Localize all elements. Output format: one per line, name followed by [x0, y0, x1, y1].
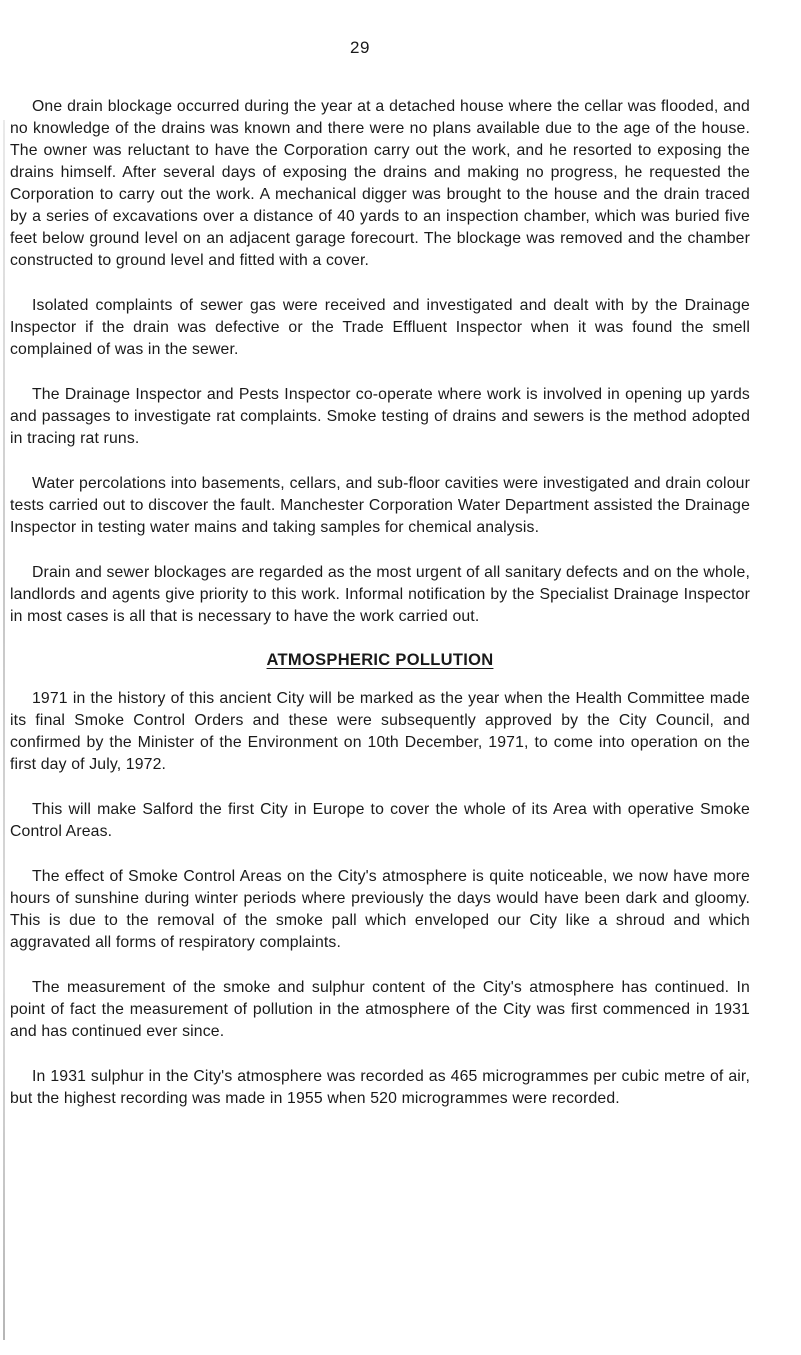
paragraph-drain-blockage — [10, 96, 750, 272]
paragraph-text: One drain blockage occurred during the year at a detached house where the cellar was flooded, and no knowledge of the drains was known and there were no plans available due to the age of the house. The owner was reluctant to have the Corporation carry out the work, and he resorted to exposing the drains himself. After several days of exposing the drains and making no progress, he requested the Corporation to carry out the work. A mechanical digger was brought to the house and the drain traced by a series of excavations over a distance of 40 yards to an inspection chamber, which was buried five feet below ground level on an adjacent garage forecourt. The blockage was removed and the chamber constructed to ground level and fitted with a cover. — [10, 98, 750, 269]
paragraph-text: Isolated complaints of sewer gas were received and investigated and dealt with by the Drainage Inspector if the drain was defective or the Trade Effluent Inspector when it was found the smell complained of was in the sewer. — [10, 297, 750, 358]
page-number: 29 — [350, 38, 370, 57]
paragraph-rat-complaints — [10, 384, 750, 450]
paragraph-sulphur-records — [10, 1066, 750, 1110]
paragraph-text: In 1931 sulphur in the City's atmosphere was recorded as 465 microgrammes per cubic metre of air, but the highest recording was made in 1955 when 520 microgrammes were recorded. — [10, 1068, 750, 1107]
paragraph-smoke-control-orders — [10, 688, 750, 776]
paragraph-text: 1971 in the history of this ancient City will be marked as the year when the Health Committee made its final Smoke Control Orders and these were subsequently approved by the City Council, and confirmed by the Minister of the Environment on 10th December, 1971, to come into operation on the first day of July, 1972. — [10, 690, 750, 773]
paragraph-text: The Drainage Inspector and Pests Inspector co-operate where work is involved in opening up yards and passages to investigate rat complaints. Smoke testing of drains and sewers is the method adopted in tracing rat runs. — [10, 386, 750, 447]
paragraph-text: The measurement of the smoke and sulphur content of the City's atmosphere has continued. In point of fact the measurement of pollution in the atmosphere of the City was first commenced in 1931 and has continued ever since. — [10, 979, 750, 1040]
page-body — [10, 96, 750, 1133]
paragraph-text: The effect of Smoke Control Areas on the City's atmosphere is quite noticeable, we now have more hours of sunshine during winter periods where previously the days would have been dark and gloomy. This is due to the removal of the smoke pall which enveloped our City like a shroud and which aggravated all forms of respiratory complaints. — [10, 868, 750, 951]
paragraph-text: Water percolations into basements, cellars, and sub-floor cavities were investigated and drain colour tests carried out to discover the fault. Manchester Corporation Water Department assisted the Drainage Inspector in testing water mains and taking samples for chemical analysis. — [10, 475, 750, 536]
paragraph-sewer-gas — [10, 295, 750, 361]
paragraph-text: Drain and sewer blockages are regarded as the most urgent of all sanitary defects and on the whole, landlords and agents give priority to this work. Informal notification by the Specialist Drainage Inspector in most cases is all that is necessary to have the work carried out. — [10, 564, 750, 625]
paragraph-smoke-control-effect — [10, 866, 750, 954]
paragraph-blockage-priority — [10, 562, 750, 628]
paragraph-text: This will make Salford the first City in Europe to cover the whole of its Area with operative Smoke Control Areas. — [10, 801, 750, 840]
section-heading-atmospheric-pollution: ATMOSPHERIC POLLUTION — [266, 651, 494, 669]
page-binding-edge — [3, 120, 5, 1340]
paragraph-first-city-europe — [10, 799, 750, 843]
paragraph-water-percolations — [10, 473, 750, 539]
paragraph-measurement — [10, 977, 750, 1043]
